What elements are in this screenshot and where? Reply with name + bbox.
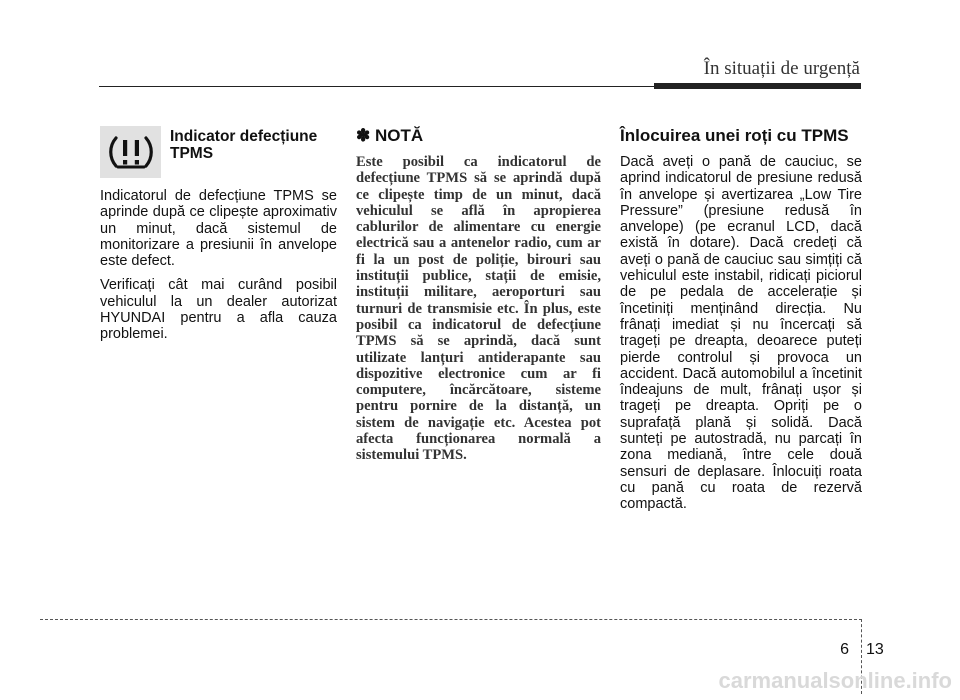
header-bar — [654, 83, 861, 89]
header-rule — [99, 86, 654, 87]
middle-column — [356, 126, 601, 464]
left-column — [100, 126, 337, 343]
tpms-indicator-heading: Indicator defecțiune TPMS — [170, 128, 318, 162]
tpms-warning-icon-graphic — [107, 134, 155, 170]
chapter-number: 6 — [840, 641, 849, 658]
page-header-title: În situații de urgență — [703, 58, 860, 79]
tpms-indicator-header — [100, 126, 337, 188]
tpms-paragraph-1: Indicatorul de defecțiune TPMS se aprinde după ce clipește aproximativ un minut, dacă sistemul de monitorizare a presiunii în anvelope este defect. — [100, 188, 337, 270]
right-column — [620, 126, 862, 513]
tpms-paragraph-2: Verificați cât mai curând posibil vehiculul la un dealer autorizat HYUNDAI pentru a afla cauza problemei. — [100, 277, 337, 343]
page-number: 13 — [866, 641, 884, 658]
note-text: Este posibil ca indicatorul de defecțiune TPMS să se aprindă după ce clipește timp de un minut, dacă vehiculul se află în apropierea cablurilor de alimentare cu energie electrică sau a antenelor radio, cum ar fi la un post de poliție, birouri sau instituții publice, stații de emisie, instituții militare, aeroporturi sau turnuri de transmisie etc. În plus, este posibil ca indicatorul de defecțiune TPMS să se aprindă, dacă sunt utilizate lanțuri antiderapante sau dispozitive electronice cum ar fi computere, încărcătoare, sisteme pentru pornire de la distanță, un sistem de navigație etc. Acestea pot afecta funcționarea normală a sistemului TPMS. — [356, 154, 601, 464]
wheel-replacement-text: Dacă aveți o pană de cauciuc, se aprind indicatorul de presiune redusă în anvelope și avertizarea „Low Tire Pressure” (presiune redusă în anvelope) (pe ecranul LCD, dacă există în dotare). Dacă credeți că aveți o pană de cauciuc sau simțiți că vehiculul este instabil, ridicați piciorul de pe pedala de accelerație și încetiniți menținând direcția. Nu frânați imediat și nu încercați să trageți pe dreapta, deoarece puteți pierde controlul și provoca un accident. Dacă automobilul a încetinit îndeajuns de mult, frânați ușor și trageți pe dreapta. Opriți pe o suprafață plană și solidă. Dacă sunteți pe autostradă, nu parcați în zona mediană, între cele două sensuri de deplasare. Înlocuiți roata cu pană cu roata de rezervă compactă. — [620, 154, 862, 513]
watermark: carmanualsonline.info — [718, 668, 952, 693]
note-heading — [356, 126, 601, 146]
wheel-replacement-heading: Înlocuirea unei roți cu TPMS — [620, 126, 849, 145]
footer-rule — [40, 619, 862, 620]
note-symbol-icon: ✽ — [356, 126, 371, 145]
tpms-warning-icon — [100, 126, 161, 178]
note-heading-label: NOTĂ — [374, 126, 424, 145]
